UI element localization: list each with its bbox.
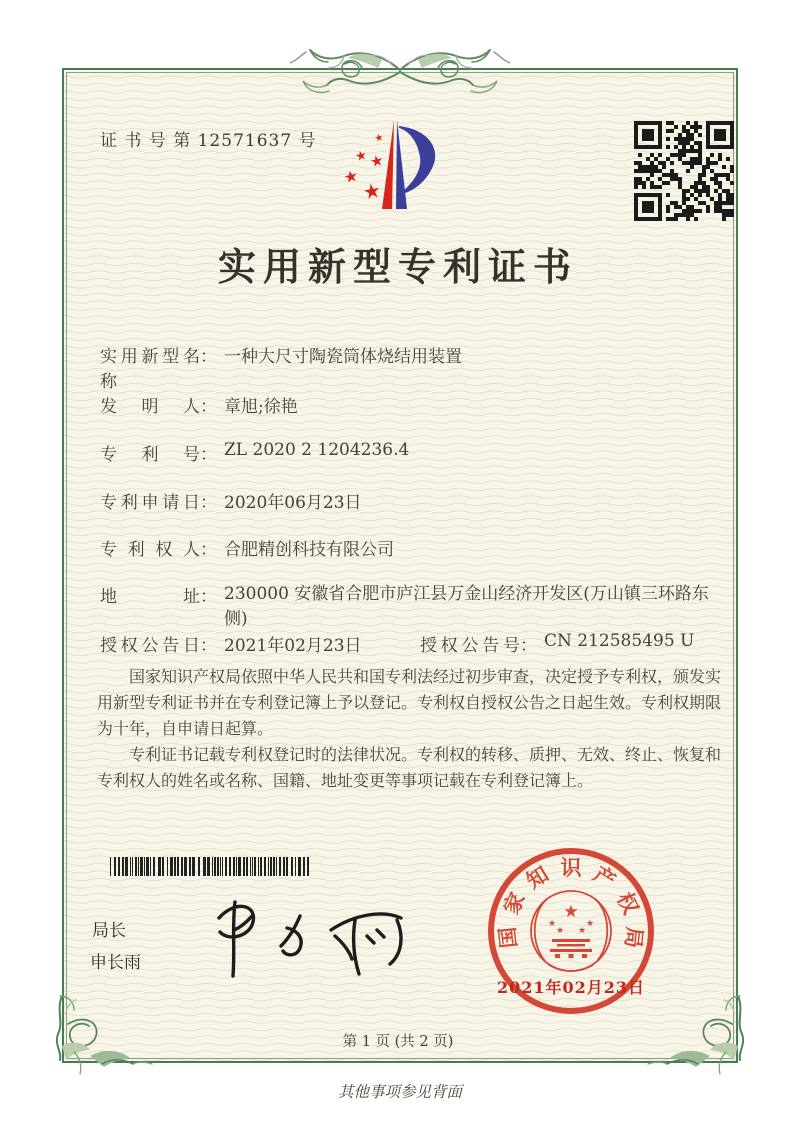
field-row-grant-number: 授权公告号 ： CN 212585495 U xyxy=(420,631,695,656)
field-label: 授权公告日 xyxy=(100,636,200,656)
legal-text xyxy=(97,664,722,794)
field-value: 一种大尺寸陶瓷筒体烧结用装置 xyxy=(224,347,462,367)
field-value: 合肥精创科技有限公司 xyxy=(224,540,394,560)
commissioner-handwritten-signature xyxy=(205,886,420,981)
svg-text:知: 知 xyxy=(521,860,553,894)
svg-text:产: 产 xyxy=(589,860,621,894)
page-number: 第 1 页 (共 2 页) xyxy=(342,1034,454,1050)
field-label: 发明人 xyxy=(100,397,200,417)
body-paragraph-2: 专利证书记载专利权登记时的法律状况。专利权的转移、质押、无效、终止、恢复和专利权人的姓名或名称、国籍、地址变更等事项记载在专利登记簿上。 xyxy=(97,745,722,790)
field-label: 地址 xyxy=(100,587,200,607)
svg-text:★: ★ xyxy=(368,150,386,172)
field-row-application-date: 专利申请日 ： 2020年06月23日 xyxy=(100,488,362,513)
commissioner-title: 局长 xyxy=(92,921,126,941)
barcode-icon xyxy=(110,857,310,876)
svg-text:识: 识 xyxy=(560,855,582,880)
svg-text:国: 国 xyxy=(494,925,522,950)
svg-text:★: ★ xyxy=(563,902,579,922)
field-label: 专利申请日 xyxy=(100,493,200,513)
svg-text:★: ★ xyxy=(577,926,587,936)
field-row-inventor: 发明人 ： 章旭;徐艳 xyxy=(100,392,298,417)
svg-text:家: 家 xyxy=(498,888,530,919)
svg-text:★: ★ xyxy=(373,132,385,145)
certificate-number: 证 书 号 第 12571637 号 xyxy=(100,131,317,151)
svg-text:★: ★ xyxy=(360,177,383,205)
svg-text:★: ★ xyxy=(341,165,360,188)
certificate-title: 实用新型专利证书 xyxy=(217,244,578,289)
field-value: 2020年06月23日 xyxy=(224,493,362,513)
body-paragraph-1: 国家知识产权局依照中华人民共和国专利法经过初步审查，决定授予专利权，颁发实用新型专利证书并在专利登记簿上予以登记。专利权自授权公告之日起生效。专利权期限为十年，自申请日起算。 xyxy=(97,667,722,738)
field-row-patentee: 专利权人 ： 合肥精创科技有限公司 xyxy=(100,535,394,560)
svg-text:权: 权 xyxy=(612,888,644,919)
seal-date: 2021年02月23日 xyxy=(496,978,646,997)
field-value: 230000 安徽省合肥市庐江县万金山经济开发区(万山镇三环路东侧) xyxy=(224,584,709,629)
field-value: 章旭;徐艳 xyxy=(224,397,298,417)
field-label: 专利权人 xyxy=(100,540,200,560)
qr-code-icon xyxy=(634,121,734,221)
commissioner-name: 申长雨 xyxy=(90,953,141,973)
cnipa-patent-logo-icon xyxy=(333,104,469,218)
back-note: 其他事项参见背面 xyxy=(337,1083,462,1101)
field-row-address: 地址 ： 230000 安徽省合肥市庐江县万金山经济开发区(万山镇三环路东侧) xyxy=(100,582,726,632)
field-row-utility-model-name: 实用新型名称 ： 一种大尺寸陶瓷筒体烧结用装置 xyxy=(100,342,462,392)
flourish-ornament-top xyxy=(290,40,510,102)
field-label: 授权公告号 xyxy=(420,636,520,656)
field-label: 专利号 xyxy=(100,445,200,465)
field-value: 2021年02月23日 xyxy=(224,636,362,656)
svg-text:★: ★ xyxy=(353,147,369,166)
field-value: CN 212585495 U xyxy=(544,631,695,651)
svg-text:★: ★ xyxy=(555,926,565,936)
field-row-patent-number: 专利号 ： ZL 2020 2 1204236.4 xyxy=(100,440,410,465)
field-row-grant-date: 授权公告日 ： 2021年02月23日 xyxy=(100,631,362,656)
field-value: ZL 2020 2 1204236.4 xyxy=(224,440,410,460)
svg-text:★: ★ xyxy=(585,919,595,929)
field-label: 实用新型名称 xyxy=(100,347,200,392)
svg-text:★: ★ xyxy=(547,919,557,929)
svg-text:局: 局 xyxy=(620,925,648,950)
